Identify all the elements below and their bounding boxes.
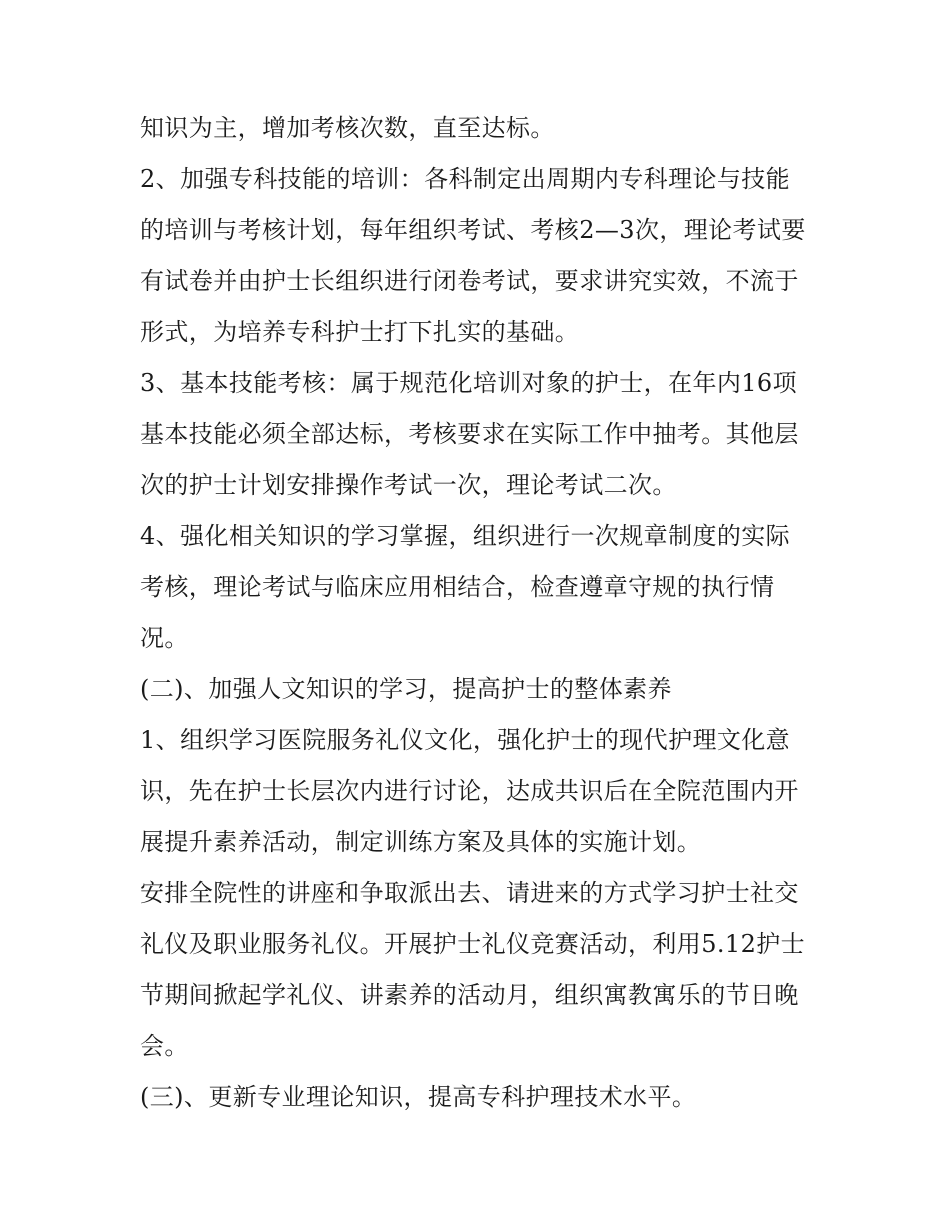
paragraph-basic-skills-assessment: 3、基本技能考核：属于规范化培训对象的护士，在年内16项基本技能必须全部达标，考核要求在实际工作中抽考。其他层次的护士计划安排操作考试一次，理论考试二次。 xyxy=(140,369,799,499)
section-heading-professional-theory: (三)、更新专业理论知识，提高专科护理技术水平。 xyxy=(140,1083,697,1111)
paragraph-related-knowledge: 4、强化相关知识的学习掌握，组织进行一次规章制度的实际考核，理论考试与临床应用相结合，检查遵章守规的执行情况。 xyxy=(140,522,791,652)
section-heading-humanities: (二)、加强人文知识的学习，提高护士的整体素养 xyxy=(140,675,672,703)
document-body xyxy=(140,103,812,1123)
paragraph-specialty-skills-training: 2、加强专科技能的培训：各科制定出周期内专科理论与技能的培训与考核计划，每年组织考试、考核2—3次，理论考试要有试卷并由护士长组织进行闭卷考试，要求讲究实效，不流于形式，为培养专科护士打下扎实的基础。 xyxy=(140,165,806,346)
paragraph-assessment-continued: 知识为主，增加考核次数，直至达标。 xyxy=(140,114,555,142)
paragraph-lectures-events: 安排全院性的讲座和争取派出去、请进来的方式学习护士社交礼仪及职业服务礼仪。开展护士礼仪竞赛活动，利用5.12护士节期间掀起学礼仪、讲素养的活动月，组织寓教寓乐的节日晚会。 xyxy=(140,879,806,1060)
paragraph-service-etiquette: 1、组织学习医院服务礼仪文化，强化护士的现代护理文化意识，先在护士长层次内进行讨论，达成共识后在全院范围内开展提升素养活动，制定训练方案及具体的实施计划。 xyxy=(140,726,799,856)
